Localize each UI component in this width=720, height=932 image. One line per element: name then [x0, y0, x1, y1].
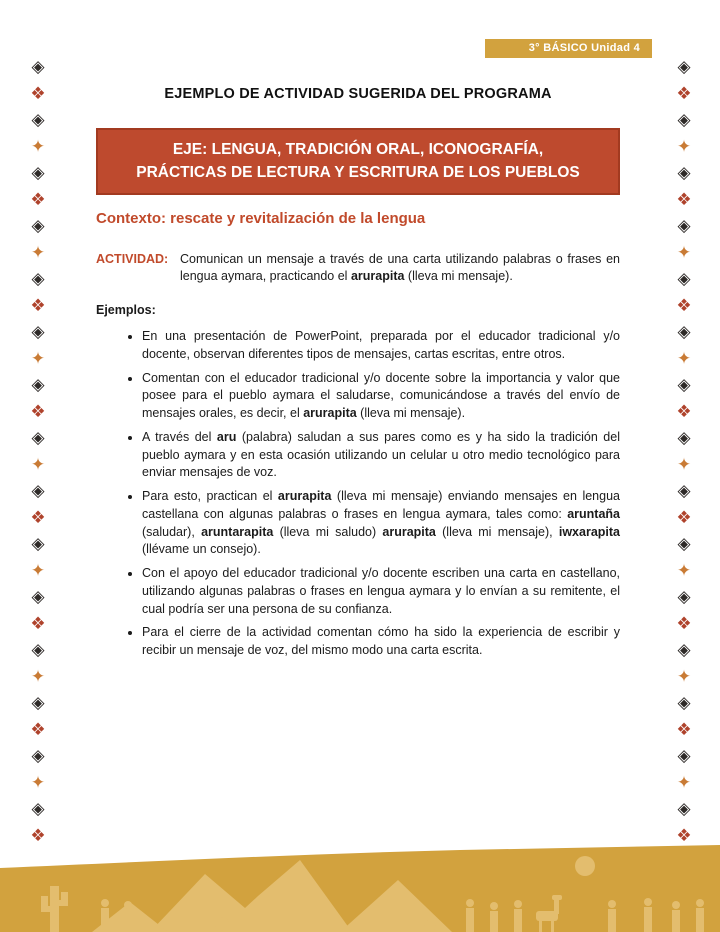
pattern-motif-icon: ❖ — [676, 401, 692, 421]
pattern-motif-icon: ◈ — [677, 216, 691, 236]
pattern-motif-icon: ◈ — [677, 746, 691, 766]
pattern-motif-icon: ◈ — [31, 428, 45, 448]
pattern-motif-icon: ✦ — [676, 242, 692, 262]
pattern-motif-icon: ◈ — [31, 110, 45, 130]
bush-silhouette-icon — [424, 920, 436, 932]
pattern-motif-icon: ◈ — [677, 375, 691, 395]
pattern-motif-icon: ✦ — [30, 348, 46, 368]
pattern-motif-icon: ✦ — [676, 666, 692, 686]
pattern-motif-icon: ❖ — [30, 295, 46, 315]
pattern-motif-icon: ✦ — [30, 560, 46, 580]
pattern-motif-icon: ❖ — [30, 719, 46, 739]
pattern-motif-icon: ◈ — [31, 799, 45, 819]
pattern-motif-icon: ◈ — [31, 216, 45, 236]
bush-silhouette-icon — [215, 917, 229, 931]
pattern-motif-icon: ❖ — [30, 825, 46, 845]
list-item: • En una presentación de PowerPoint, preparada por el educador tradicional y/o docente, observan diferentes tipos de mensajes, cartas escritas, entre otros. — [142, 328, 620, 364]
pattern-motif-icon: ❖ — [30, 507, 46, 527]
activity-text: Comunican un mensaje a través de una carta utilizando palabras o frases en lengua aymara, practicando el arurapita (lleva mi mensaje). — [180, 251, 620, 284]
pattern-motif-icon: ◈ — [31, 534, 45, 554]
pattern-motif-icon: ◈ — [31, 481, 45, 501]
pattern-motif-icon: ◈ — [31, 746, 45, 766]
sun-silhouette-icon — [575, 856, 595, 876]
pattern-motif-icon: ✦ — [30, 136, 46, 156]
pattern-motif-icon: ◈ — [677, 693, 691, 713]
pattern-motif-icon: ◈ — [677, 799, 691, 819]
pattern-motif-icon: ◈ — [31, 269, 45, 289]
pattern-motif-icon: ◈ — [677, 428, 691, 448]
pattern-motif-icon: ◈ — [677, 322, 691, 342]
list-item: • Para esto, practican el arurapita (lleva mi mensaje) enviando mensajes en lengua castellana con algunas palabras o frases en lengua aymara, tales como: aruntaña (saludar), aruntarapita (lleva mi saludo) arurapita (lleva mi mensaje), iwxarapita (llévame un consejo). — [142, 488, 620, 559]
pattern-motif-icon: ◈ — [677, 587, 691, 607]
left-border-pattern — [23, 58, 53, 844]
pattern-motif-icon: ❖ — [676, 295, 692, 315]
pattern-motif-icon: ❖ — [676, 83, 692, 103]
list-item: • Para el cierre de la actividad comentan cómo ha sido la experiencia de escribir y recibir un mensaje de voz, del mismo modo una carta escrita. — [142, 624, 620, 660]
page-title: EJEMPLO DE ACTIVIDAD SUGERIDA DEL PROGRAMA — [164, 86, 552, 102]
list-item: • Con el apoyo del educador tradicional y/o docente escriben una carta en castellano, utilizando algunas palabras o frases en lengua aymara y lo envían a su remitente, el cual podría ser una persona de su confianza. — [142, 565, 620, 618]
pattern-motif-icon: ◈ — [677, 640, 691, 660]
right-border-pattern — [669, 58, 699, 844]
context-heading: Contexto: rescate y revitalización de la lengua — [96, 209, 426, 227]
pattern-motif-icon: ❖ — [30, 83, 46, 103]
pattern-motif-icon: ✦ — [676, 136, 692, 156]
pattern-motif-icon: ❖ — [30, 401, 46, 421]
pattern-motif-icon: ◈ — [677, 534, 691, 554]
eje-banner — [96, 128, 620, 195]
pattern-motif-icon: ✦ — [30, 454, 46, 474]
pattern-motif-icon: ◈ — [31, 163, 45, 183]
pattern-motif-icon: ◈ — [31, 375, 45, 395]
unit-badge: 3° BÁSICO Unidad 4 — [485, 39, 652, 58]
pattern-motif-icon: ❖ — [676, 719, 692, 739]
pattern-motif-icon: ◈ — [677, 163, 691, 183]
pattern-motif-icon: ✦ — [30, 772, 46, 792]
eje-banner-line2: PRÁCTICAS DE LECTURA Y ESCRITURA DE LOS PUEBLOS — [136, 164, 580, 182]
eje-banner-line1: EJE: LENGUA, TRADICIÓN ORAL, ICONOGRAFÍA, — [172, 141, 544, 158]
pattern-motif-icon: ✦ — [676, 454, 692, 474]
pattern-motif-icon: ✦ — [30, 666, 46, 686]
pattern-motif-icon: ◈ — [677, 57, 691, 76]
pattern-motif-icon: ◈ — [31, 322, 45, 342]
pattern-motif-icon: ◈ — [31, 640, 45, 660]
pattern-motif-icon: ✦ — [676, 560, 692, 580]
activity-label: ACTIVIDAD: — [96, 251, 169, 266]
pattern-motif-icon: ◈ — [677, 481, 691, 501]
pattern-motif-icon: ◈ — [31, 57, 45, 76]
content-column — [96, 86, 620, 666]
activity-block — [96, 251, 620, 287]
list-item: • A través del aru (palabra) saludan a sus pares como es y ha sido la tradición del pueblo aymara y en esta ocasión utilizando un celular u otro medio tecnológico para enviar mensajes de voz. — [142, 429, 620, 482]
pattern-motif-icon: ✦ — [30, 242, 46, 262]
pattern-motif-icon: ◈ — [677, 269, 691, 289]
pattern-motif-icon: ❖ — [676, 825, 692, 845]
pattern-motif-icon: ❖ — [676, 613, 692, 633]
list-item: • Comentan con el educador tradicional y/o docente sobre la importancia y valor que posee para el pueblo aymara el saludarse, comunicándose a través del envío de mensajes orales, es decir, el arurapita (lleva mi mensaje). — [142, 370, 620, 423]
pattern-motif-icon: ◈ — [31, 693, 45, 713]
pattern-motif-icon: ❖ — [30, 613, 46, 633]
footer-illustration — [0, 840, 720, 932]
example-list — [96, 328, 620, 660]
pattern-motif-icon: ✦ — [676, 772, 692, 792]
pattern-motif-icon: ❖ — [30, 189, 46, 209]
pattern-motif-icon: ◈ — [31, 587, 45, 607]
pattern-motif-icon: ✦ — [676, 348, 692, 368]
pattern-motif-icon: ❖ — [676, 189, 692, 209]
examples-heading: Ejemplos: — [96, 303, 156, 317]
pattern-motif-icon: ❖ — [676, 507, 692, 527]
pattern-motif-icon: ◈ — [677, 110, 691, 130]
